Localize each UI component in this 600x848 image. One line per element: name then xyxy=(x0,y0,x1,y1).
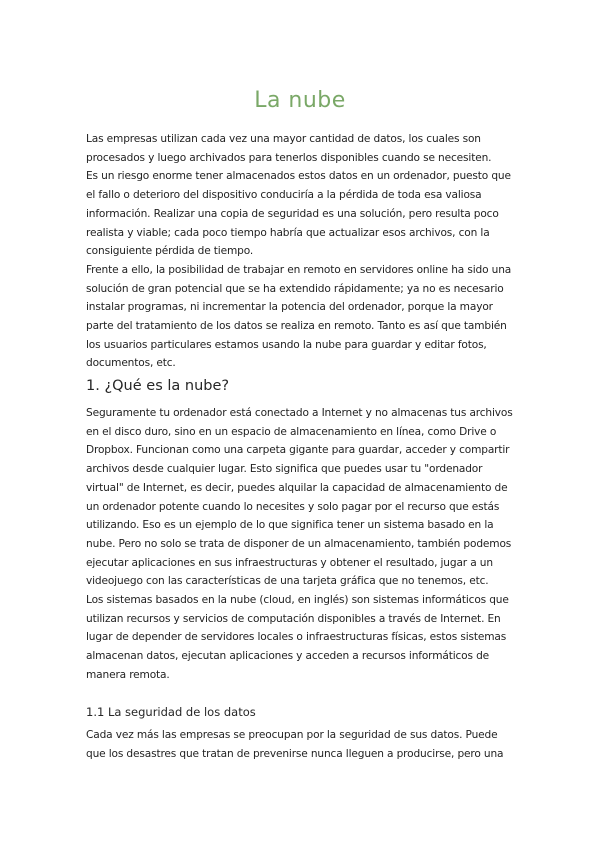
section-paragraph: Cada vez más las empresas se preocupan por la seguridad de sus datos. Puede que los desastres que tratan de prevenirse nunca lleguen a producirse, pero una xyxy=(86,729,504,760)
document-title: La nube xyxy=(254,88,346,113)
section-paragraph: Los sistemas basados en la nube (cloud, en inglés) son sistemas informáticos que utilizan recursos y servicios de computación disponibles a través de Internet. En lugar de depender de servidores locales o infraestructuras físicas, estos sistemas almacenan datos, ejecutan aplicaciones y acceden a recursos informáticos de manera remota. xyxy=(86,594,509,681)
section-heading: 1. ¿Qué es la nube? xyxy=(86,378,230,394)
section-1-1-body xyxy=(86,726,518,763)
intro-paragraph: Las empresas utilizan cada vez una mayor cantidad de datos, los cuales son procesados y luego archivados para tenerlos disponibles cuando se necesiten. xyxy=(86,133,492,164)
intro-paragraph: Es un riesgo enorme tener almacenados estos datos en un ordenador, puesto que el fallo o deterioro del dispositivo conduciría a la pérdida de toda esa valiosa información. Realizar una copia de seguridad es una solución, pero resulta poco realista y viable; cada poco tiempo habría que actualizar esos archivos, con la consiguiente pérdida de tiempo. xyxy=(86,170,511,258)
intro-section xyxy=(86,130,518,373)
subsection-heading: 1.1 La seguridad de los datos xyxy=(86,705,256,719)
section-1-body xyxy=(86,404,518,685)
intro-paragraph: Frente a ello, la posibilidad de trabajar en remoto en servidores online ha sido una solución de gran potencial que se ha extendido rápidamente; ya no es necesario instalar programas, ni incrementar la potencia del ordenador, porque la mayor parte del tratamiento de los datos se realiza en remoto. Tanto es así que también los usuarios particulares estamos usando la nube para guardar y editar fotos, documentos, etc. xyxy=(86,263,512,370)
section-paragraph: Seguramente tu ordenador está conectado a Internet y no almacenas tus archivos en el disco duro, sino en un espacio de almacenamiento en línea, como Drive o Dropbox. Funcionan como una carpeta gigante para guardar, acceder y compartir archivos desde cualquier lugar. Esto significa que puedes usar tu "ordenador virtual" de Internet, es decir, puedes alquilar la capacidad de almacenamiento de un ordenador potente cuando lo necesites y solo pagar por el recurso que estás utilizando. Eso es un ejemplo de lo que significa tener un sistema basado en la nube. Pero no solo se trata de disponer de un almacenamiento, también podemos ejecutar aplicaciones en sus infraestructuras y obtener el resultado, jugar a un videojuego con las características de una tarjeta gráfica que no tenemos, etc. xyxy=(86,407,513,588)
